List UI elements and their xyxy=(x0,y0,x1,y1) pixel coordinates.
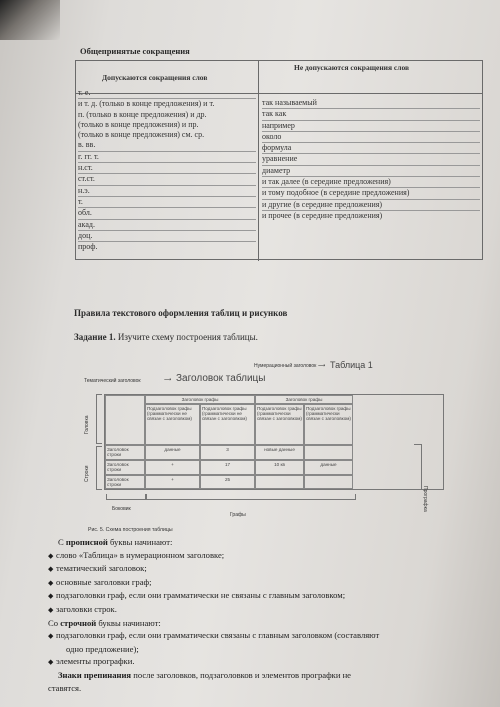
row-header-cell: Заголовок строки xyxy=(105,475,145,489)
allowed-item: в. вв. xyxy=(78,140,256,151)
allowed-item: и т. д. (только в конце предложения) и т. xyxy=(78,99,215,109)
data-cell: 10 кв xyxy=(255,460,304,475)
diamond-bullet-icon: ◆ xyxy=(48,592,54,601)
list-item-text: подзаголовки граф, если они грамматически не связаны с главным заголовком; xyxy=(56,590,346,601)
head-bracket xyxy=(96,394,102,444)
text-run: буквы начинают: xyxy=(96,617,161,628)
table-scheme-grid xyxy=(104,394,444,490)
text-run: буквы начинают: xyxy=(107,537,173,547)
not-allowed-item: например xyxy=(262,121,480,132)
side-label: Боковик xyxy=(112,506,131,512)
arrow-icon: ⟶ xyxy=(164,377,172,383)
allowed-item: т. xyxy=(78,197,256,208)
data-cell: данные xyxy=(304,460,353,475)
diamond-bullet-icon: ◆ xyxy=(48,578,54,587)
task-heading xyxy=(74,332,258,342)
table-structure-figure xyxy=(78,360,468,530)
rules-body xyxy=(48,536,488,694)
punctuation-rule xyxy=(48,669,488,682)
allowed-item: акад. xyxy=(78,220,256,231)
allowed-item: обл. xyxy=(78,208,256,219)
list-item xyxy=(48,655,488,669)
diamond-bullet-icon: ◆ xyxy=(48,605,54,614)
numbered-header-label: Нумерационный заголовок xyxy=(254,363,317,369)
data-cell xyxy=(304,475,353,489)
graph-header-cell: Заголовок графы xyxy=(145,395,255,404)
list-item-text: тематический заголовок; xyxy=(56,563,147,574)
data-cell: 17 xyxy=(200,460,255,475)
text-run: после заголовков, подзаголовков и элементов прографки не xyxy=(131,669,351,680)
bold-run: прописной xyxy=(65,537,108,547)
not-allowed-item: диаметр xyxy=(262,166,480,177)
not-allowed-item: уравнение xyxy=(262,154,480,165)
allowed-item: (только в конце предложения) и пр. xyxy=(78,119,199,129)
not-allowed-item: и тому подобное (в середине предложения) xyxy=(262,188,480,199)
not-allowed-item: так называемый xyxy=(262,98,480,109)
allowed-item: н.э. xyxy=(78,186,256,197)
lower-intro xyxy=(48,617,488,630)
data-cell: 3 xyxy=(200,445,255,460)
task-text: Изучите схему построения таблицы. xyxy=(117,332,258,342)
row-header-cell: Заголовок строки xyxy=(105,445,145,460)
corner-cell xyxy=(105,395,145,445)
allowed-item: н.ст. xyxy=(78,163,256,174)
list-item-text: подзаголовки граф, если они грамматически связаны с главным заголовком (составляют xyxy=(56,630,380,641)
diamond-bullet-icon: ◆ xyxy=(48,551,54,560)
not-allowed-item: около xyxy=(262,132,480,143)
data-cell: + xyxy=(145,460,200,475)
thematic-header-label: Тематический заголовок xyxy=(84,378,141,384)
bold-run: строчной xyxy=(60,617,97,628)
list-item xyxy=(48,549,488,563)
text-run: Со xyxy=(48,617,61,628)
allowed-header: Допускаются сокращения слов xyxy=(102,73,208,82)
abbreviations-table xyxy=(75,60,483,260)
list-item xyxy=(48,589,488,603)
arrow-icon: ⟶ xyxy=(318,363,326,369)
subheader-cell: Подзаголовок графы (грамматически не связан с заголовком) xyxy=(200,404,255,445)
subheader-cell: Подзаголовок графы (грамматически не связан с заголовком) xyxy=(145,404,200,445)
list-item-continuation: одно предложение); xyxy=(66,643,139,654)
rules-title: Правила текстового оформления таблиц и рисунков xyxy=(74,308,288,318)
data-cell: новые данные xyxy=(255,445,304,460)
subheader-cell: Подзаголовок графы (грамматически связан с заголовком) xyxy=(304,404,353,445)
not-allowed-item: и так далее (в середине предложения) xyxy=(262,177,480,188)
list-item-text: элементы прографки. xyxy=(56,656,135,667)
table-number: Таблица 1 xyxy=(330,360,373,370)
list-item xyxy=(48,576,488,590)
abbreviations-title: Общепринятые сокращения xyxy=(80,46,190,56)
not-allowed-item: так как xyxy=(262,109,480,120)
columns-bracket xyxy=(146,494,356,500)
table-title: Заголовок таблицы xyxy=(176,373,266,384)
list-item-text: заголовки строк. xyxy=(56,603,117,614)
punctuation-rule-continuation: ставятся. xyxy=(48,682,82,693)
not-allowed-item: и другие (в середине предложения) xyxy=(262,200,480,211)
data-cell: 25 xyxy=(200,475,255,489)
allowed-item: т. е. xyxy=(78,88,256,99)
text-run: С xyxy=(58,537,66,547)
bold-run: Знаки препинания xyxy=(58,669,132,680)
allowed-item: ст.ст. xyxy=(78,174,256,185)
columns-label: Графы xyxy=(230,512,246,518)
head-label: Головка xyxy=(84,415,90,434)
not-allowed-item: формула xyxy=(262,143,480,154)
rows-bracket xyxy=(96,446,102,490)
data-cell: + xyxy=(145,475,200,489)
allowed-item: (только в конце предложения) см. ср. xyxy=(78,130,205,140)
not-allowed-header: Не допускаются сокращения слов xyxy=(294,63,410,72)
data-cell xyxy=(255,475,304,489)
list-item xyxy=(48,629,488,643)
capital-intro xyxy=(48,536,488,549)
allowed-item: доц. xyxy=(78,231,256,242)
allowed-item: проф. xyxy=(78,242,98,252)
graph-header-cell: Заголовок графы xyxy=(255,395,353,404)
diamond-bullet-icon: ◆ xyxy=(48,565,54,574)
rows-label: Строки xyxy=(84,465,90,482)
data-cell xyxy=(304,445,353,460)
page-corner-shadow xyxy=(0,0,60,40)
prograph-label: Прографка xyxy=(422,486,428,512)
figure-caption: Рис. 5. Схема построения таблицы xyxy=(88,527,173,533)
subheader-cell: Подзаголовок графы (грамматически связан с заголовком) xyxy=(255,404,304,445)
not-allowed-list xyxy=(262,98,480,221)
allowed-item: г. гг. т. xyxy=(78,152,256,163)
allowed-list xyxy=(78,88,256,252)
task-label: Задание 1. xyxy=(74,332,116,342)
data-cell: данные xyxy=(145,445,200,460)
list-item xyxy=(48,562,488,576)
side-bracket xyxy=(106,494,146,500)
diamond-bullet-icon: ◆ xyxy=(48,632,54,641)
column-divider xyxy=(258,61,259,261)
diamond-bullet-icon: ◆ xyxy=(48,658,54,667)
row-header-cell: Заголовок строки xyxy=(105,460,145,475)
not-allowed-item: и прочее (в середине предложения) xyxy=(262,210,383,220)
list-item-text: основные заголовки граф; xyxy=(56,576,152,587)
list-item-text: слово «Таблица» в нумерационном заголовке; xyxy=(56,549,225,560)
list-item xyxy=(48,603,488,617)
prograph-bracket xyxy=(414,444,422,490)
allowed-item: п. (только в конце предложения) и др. xyxy=(78,109,207,119)
